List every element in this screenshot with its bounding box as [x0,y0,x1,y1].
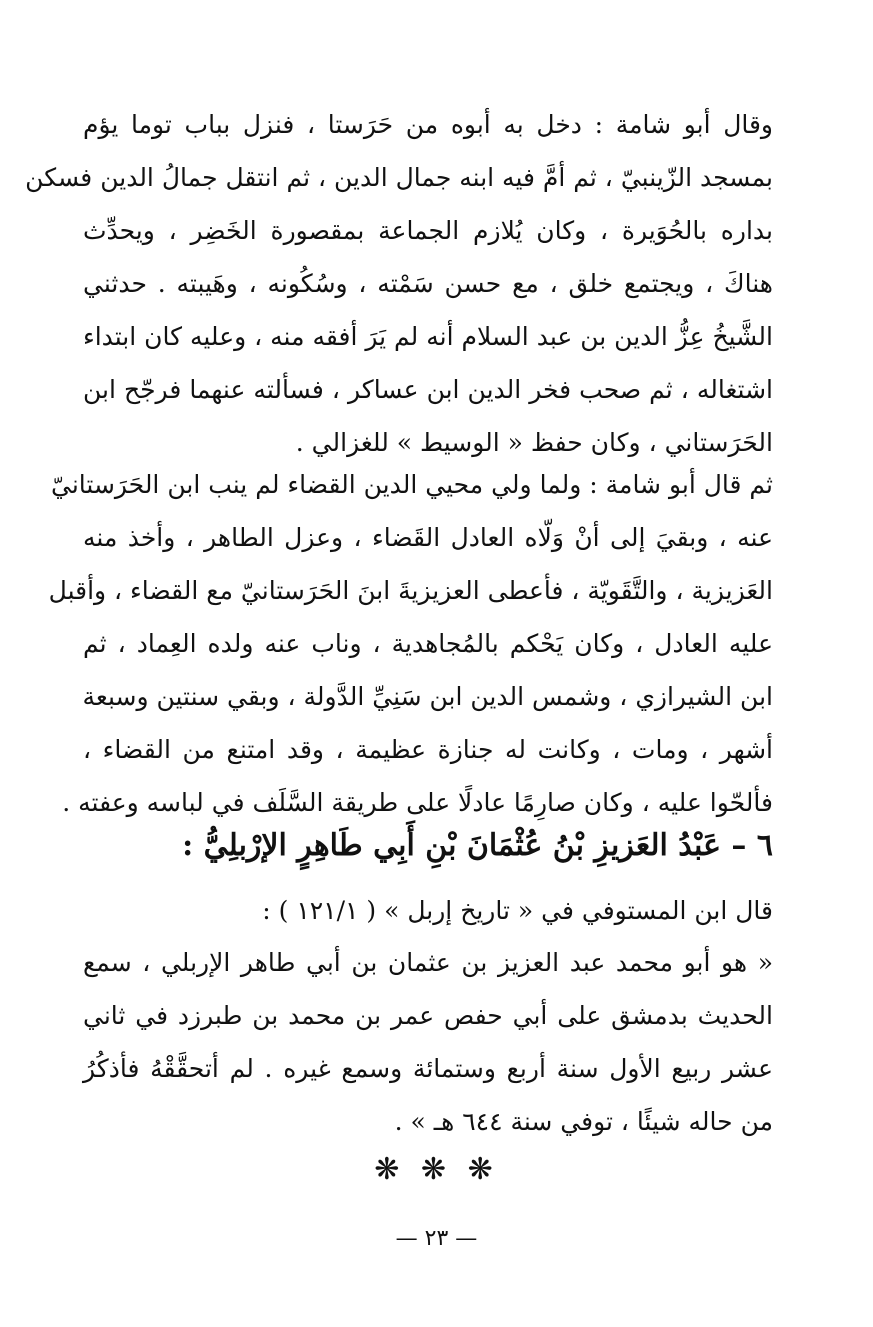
text-line: عشر ربيع الأول سنة أربع وستمائة وسمع غيره . لم أتحقَّقْهُ فأذكُرُ [83,1054,773,1083]
text-line: من حاله شيئًا ، توفي سنة ٦٤٤ هـ » . [394,1107,773,1136]
paragraph-abu-shama-2 [48,458,773,829]
entry-heading: ٦ – عَبْدُ العَزيزِ بْنُ عُثْمَانَ بْنِ أَبِي طَاهِرٍ الإرْبلِيُّ : [182,828,773,863]
text-line: الشَّيخُ عِزُّ الدين بن عبد السلام أنه لم يَرَ أفقه منه ، وعليه كان ابتداء [82,322,773,351]
text-line: بمسجد الزّينبيّ ، ثم أمَّ فيه ابنه جمال الدين ، ثم انتقل جمالُ الدين فسكن [25,163,773,192]
text-line: « هو أبو محمد عبد العزيز بن عثمان بن أبي طاهر الإربلي ، سمع [83,948,773,977]
text-line: الحَرَستاني ، وكان حفظ « الوسيط » للغزالي . [295,428,773,457]
text-line: عليه العادل ، وكان يَحْكم بالمُجاهدية ، وناب عنه ولده العِماد ، ثم [83,629,773,658]
section-divider-ornament: ❋ ❋ ❋ [374,1152,499,1187]
text-line: قال ابن المستوفي في « تاريخ إربل » ( ١٢١/١ ) : [262,896,773,925]
text-line: بداره بالحُوَيرة ، وكان يُلازم الجماعة بمقصورة الخَضِر ، ويحدِّث [83,216,773,245]
text-line: وقال أبو شامة : دخل به أبوه من حَرَستا ، فنزل بباب توما يؤم [83,110,773,139]
text-line: هناكَ ، ويجتمع خلق ، مع حسن سَمْته ، وسُكُونه ، وهَيبته . حدثني [83,269,773,298]
paragraph-abu-shama-1 [25,98,773,469]
text-line: اشتغاله ، ثم صحب فخر الدين ابن عساكر ، فسألته عنهما فرجّح ابن [83,375,773,404]
text-line: العَزيزية ، والتَّقَويّة ، فأعطى العزيزيةَ ابنَ الحَرَستانيّ مع القضاء ، وأقبل [48,576,773,605]
text-line: أشهر ، ومات ، وكانت له جنازة عظيمة ، وقد امتنع من القضاء ، [83,735,773,764]
text-line: ثم قال أبو شامة : ولما ولي محيي الدين القضاء لم ينب ابن الحَرَستانيّ [50,470,773,499]
text-line: فألحّوا عليه ، وكان صارِمًا عادلًا على طريقة السَّلَف في لباسه وعفته . [62,788,773,817]
text-line: ابن الشيرازي ، وشمس الدين ابن سَنِيِّ الدَّولة ، وبقي سنتين وسبعة [82,682,773,711]
text-line: الحديث بدمشق على أبي حفص عمر بن محمد بن طبرزد في ثاني [83,1001,773,1030]
text-line: عنه ، وبقيَ إلى أنْ وَلّاه العادل القَضاء ، وعزل الطاهر ، وأخذ منه [83,523,773,552]
paragraph-quotation [83,936,773,1148]
paragraph-source-citation [83,884,773,937]
page-number: — ٢٣ — [395,1226,478,1251]
